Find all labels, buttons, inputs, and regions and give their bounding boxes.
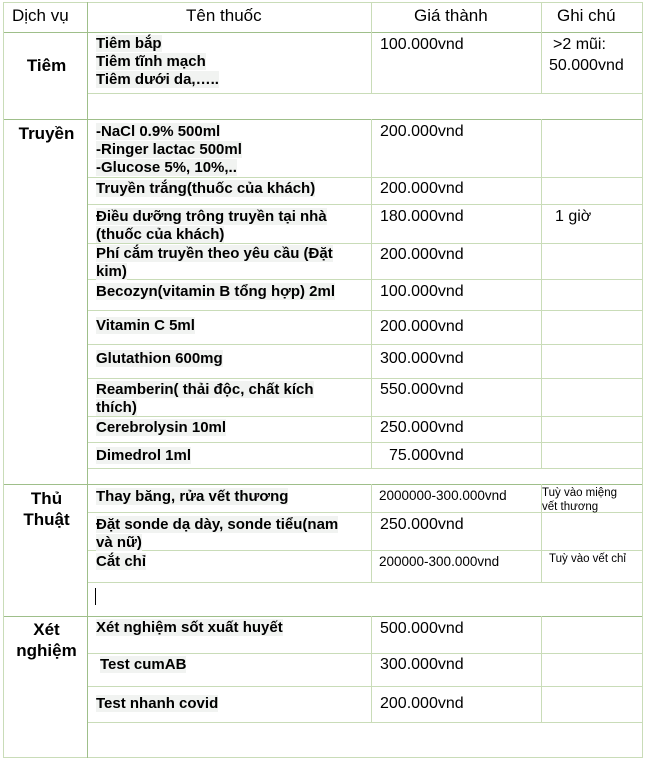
text-cursor <box>95 588 96 605</box>
price-value: 200000-300.000vnd <box>379 554 500 569</box>
drug-name: Truyền trắng(thuốc của khách) <box>96 180 316 197</box>
row-divider <box>3 119 643 120</box>
drug-name: Test cumAB <box>100 656 187 673</box>
drug-name: Tiêm tĩnh mạch <box>96 53 206 70</box>
drug-name: Tiêm bắp <box>96 35 162 52</box>
row-divider <box>88 468 643 469</box>
row-divider <box>88 344 643 345</box>
drug-name: Dimedrol 1ml <box>96 447 192 464</box>
row-divider <box>88 204 643 205</box>
drug-name: Reamberin( thải độc, chất kích <box>96 381 314 398</box>
drug-name: Thay băng, rửa vết thương <box>96 488 289 505</box>
row-divider <box>3 616 643 617</box>
drug-name: Vitamin C 5ml <box>96 317 195 334</box>
row-divider <box>88 722 643 723</box>
price-value: 75.000vnd <box>389 447 464 464</box>
column-divider <box>371 119 372 469</box>
price-value: 200.000vnd <box>380 180 464 197</box>
row-divider <box>3 32 643 33</box>
row-divider <box>88 310 643 311</box>
column-divider <box>541 119 542 469</box>
price-value: 180.000vnd <box>380 208 464 225</box>
column-divider <box>541 616 542 723</box>
price-value: 300.000vnd <box>380 656 464 673</box>
price-value: 550.000vnd <box>380 381 464 398</box>
price-value: 100.000vnd <box>380 283 464 300</box>
row-divider <box>88 93 643 94</box>
price-value: 200.000vnd <box>380 695 464 712</box>
drug-name: -Ringer lactac 500ml <box>96 141 242 158</box>
price-value: 300.000vnd <box>380 350 464 367</box>
row-divider <box>88 177 643 178</box>
price-value: 200.000vnd <box>380 123 464 140</box>
drug-name: Xét nghiệm sốt xuất huyết <box>96 619 283 636</box>
column-divider <box>371 2 372 93</box>
row-divider <box>88 378 643 379</box>
price-value: 100.000vnd <box>380 36 464 53</box>
header-service: Dịch vụ <box>12 6 69 25</box>
column-divider <box>541 2 542 93</box>
drug-name: kim) <box>96 263 127 280</box>
row-divider <box>3 2 643 3</box>
price-value: 250.000vnd <box>380 419 464 436</box>
note-value: 1 giờ <box>555 208 592 225</box>
section-label-tiem: Tiêm <box>26 56 67 75</box>
section-label-xet-nghiem: nghiệm <box>16 641 77 660</box>
drug-name: -Glucose 5%, 10%,.. <box>96 159 237 176</box>
section-label-truyen: Truyền <box>18 124 75 143</box>
row-divider <box>88 442 643 443</box>
price-value: 200.000vnd <box>380 246 464 263</box>
column-divider <box>642 2 643 758</box>
row-divider <box>88 416 643 417</box>
drug-name: thích) <box>96 399 137 416</box>
row-divider <box>88 582 643 583</box>
drug-name: Cerebrolysin 10ml <box>96 419 227 436</box>
note-value: Tuỳ vào miệng <box>542 487 617 499</box>
drug-name: Tiêm dưới da,….. <box>96 71 219 88</box>
drug-name: Điều dưỡng trông truyền tại nhà <box>96 208 327 225</box>
note-value: Tuỳ vào vết chỉ <box>549 553 626 565</box>
drug-name: Đặt sonde dạ dày, sonde tiểu(nam <box>96 516 339 533</box>
drug-name: Cắt chỉ <box>96 553 147 570</box>
column-divider <box>371 616 372 723</box>
drug-name: (thuốc của khách) <box>96 226 225 243</box>
price-value: 250.000vnd <box>380 516 464 533</box>
section-label-thu-thuat: Thủ <box>30 489 63 508</box>
section-label-thu-thuat: Thuật <box>23 510 70 529</box>
drug-name: Glutathion 600mg <box>96 350 223 367</box>
drug-name: Becozyn(vitamin B tổng hợp) 2ml <box>96 283 336 300</box>
column-divider <box>371 484 372 583</box>
note-value: >2 mũi: <box>553 36 606 53</box>
note-value: vết thương <box>542 501 599 513</box>
header-price: Giá thành <box>414 6 488 25</box>
drug-name: và nữ) <box>96 534 142 551</box>
price-value: 200.000vnd <box>380 318 464 335</box>
row-divider <box>88 653 643 654</box>
header-note: Ghi chú <box>557 6 616 25</box>
row-divider <box>88 279 643 280</box>
section-label-xet-nghiem: Xét <box>33 620 60 639</box>
drug-name: Phí cắm truyền theo yêu cầu (Đặt <box>96 245 333 262</box>
drug-name: Test nhanh covid <box>96 695 219 712</box>
row-divider <box>3 484 643 485</box>
row-divider <box>88 686 643 687</box>
price-value: 2000000-300.000vnd <box>379 488 507 503</box>
row-divider <box>3 757 643 758</box>
drug-name: -NaCl 0.9% 500ml <box>96 123 221 140</box>
price-value: 500.000vnd <box>380 620 464 637</box>
note-value: 50.000vnd <box>549 57 624 74</box>
row-divider <box>88 550 643 551</box>
header-drug-name: Tên thuốc <box>186 6 262 25</box>
